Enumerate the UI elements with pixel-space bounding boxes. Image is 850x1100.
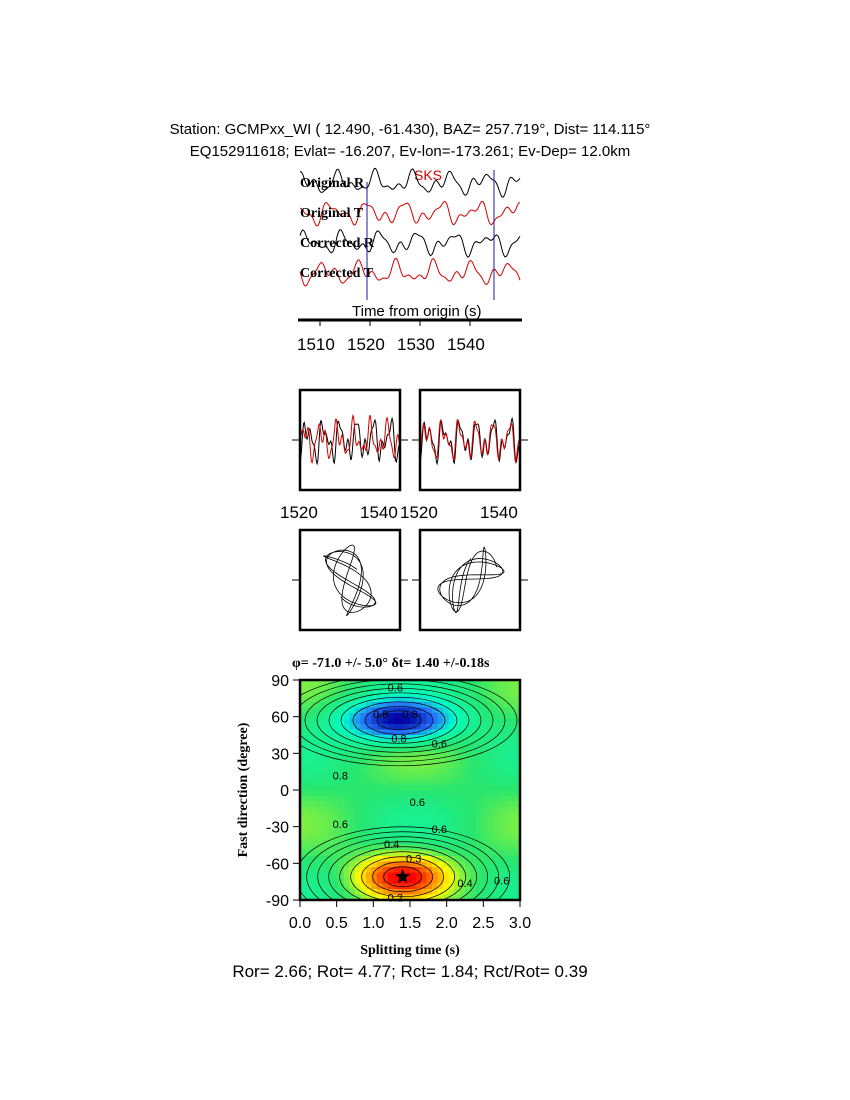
contour-label: 0.6 [332, 819, 348, 832]
grid-x-tick-label: 2.0 [435, 915, 458, 932]
trace-tick-1520: 1520 [347, 335, 385, 354]
contour-label: 0.6 [387, 682, 403, 695]
particle-motion-right [412, 530, 528, 630]
particle-motion-left [292, 530, 408, 630]
particle-motion-path [324, 545, 376, 616]
contour-label: 0.6 [494, 875, 510, 888]
grid-y-tick-label: 60 [271, 709, 289, 727]
grid-y-tick-label: -90 [265, 893, 289, 910]
contour-label: 0.6 [431, 738, 447, 751]
trace-label-original-r: Original R [300, 176, 365, 191]
grid-search-panel [236, 656, 531, 958]
contour-label: 0.6 [431, 824, 447, 837]
trace-xlabel: Time from origin (s) [352, 303, 482, 320]
contour-label: 0.6 [409, 797, 425, 810]
contour-label: 0.8 [402, 709, 418, 722]
trace-tick-1530: 1530 [397, 335, 435, 354]
waveform-right-tick-1520: 1520 [400, 503, 438, 522]
waveform-left-tick-1540: 1540 [360, 503, 398, 522]
trace-tick-1540: 1540 [447, 335, 485, 354]
trace-tick-1510: 1510 [297, 335, 335, 354]
grid-x-tick-label: 1.0 [362, 915, 385, 932]
contour-label: 0.4 [457, 877, 473, 890]
trace-label-corrected-r: Corrected R [300, 236, 374, 251]
trace-label-corrected-t: Corrected T [300, 266, 373, 281]
grid-xlabel: Splitting time (s) [360, 943, 460, 958]
waveform-right-tick-1540: 1540 [480, 503, 518, 522]
grid-y-tick-label: 30 [271, 746, 289, 764]
grid-x-tick-label: 0.0 [288, 915, 312, 932]
contour-label: 0.3 [406, 853, 422, 866]
grid-x-tick-label: 1.5 [398, 915, 422, 932]
phase-label: SKS [414, 167, 443, 183]
waveform-panel-right [400, 390, 528, 522]
trace-panel [297, 167, 522, 354]
contour-label: 0.8 [391, 733, 407, 746]
contour-label: 0.2 [387, 892, 403, 905]
contour-label: 0.4 [384, 838, 400, 851]
grid-y-tick-label: 0 [280, 783, 289, 800]
transverse-waveform [420, 420, 520, 463]
station-header: Station: GCMPxx_WI ( 12.490, -61.430), BAZ= 257.719°, Dist= 114.115° [169, 121, 651, 138]
event-header: EQ152911618; Evlat= -16.207, Ev-lon=-173.261; Ev-Dep= 12.0km [189, 143, 631, 160]
footer-stats: Ror= 2.66; Rot= 4.77; Rct= 1.84; Rct/Rot= 0.39 [232, 962, 588, 981]
grid-x-tick-label: 3.0 [508, 915, 532, 932]
grid-ylabel: Fast direction (degree) [236, 722, 251, 858]
trace-label-original-t: Original T [300, 206, 364, 221]
waveform-panel-left [280, 390, 408, 522]
waveform-left-tick-1520: 1520 [280, 503, 318, 522]
contour-label: 0.8 [373, 709, 389, 722]
grid-y-tick-label: -30 [265, 819, 289, 837]
grid-y-tick-label: -60 [265, 856, 289, 874]
contour-label: 0.8 [332, 770, 348, 783]
grid-x-tick-label: 2.5 [472, 915, 495, 932]
particle-motion-path [438, 547, 504, 612]
grid-x-tick-label: 0.5 [325, 915, 348, 932]
grid-y-tick-label: 90 [271, 673, 289, 690]
grid-search-title: φ= -71.0 +/- 5.0° δt= 1.40 +/-0.18s [292, 656, 490, 671]
